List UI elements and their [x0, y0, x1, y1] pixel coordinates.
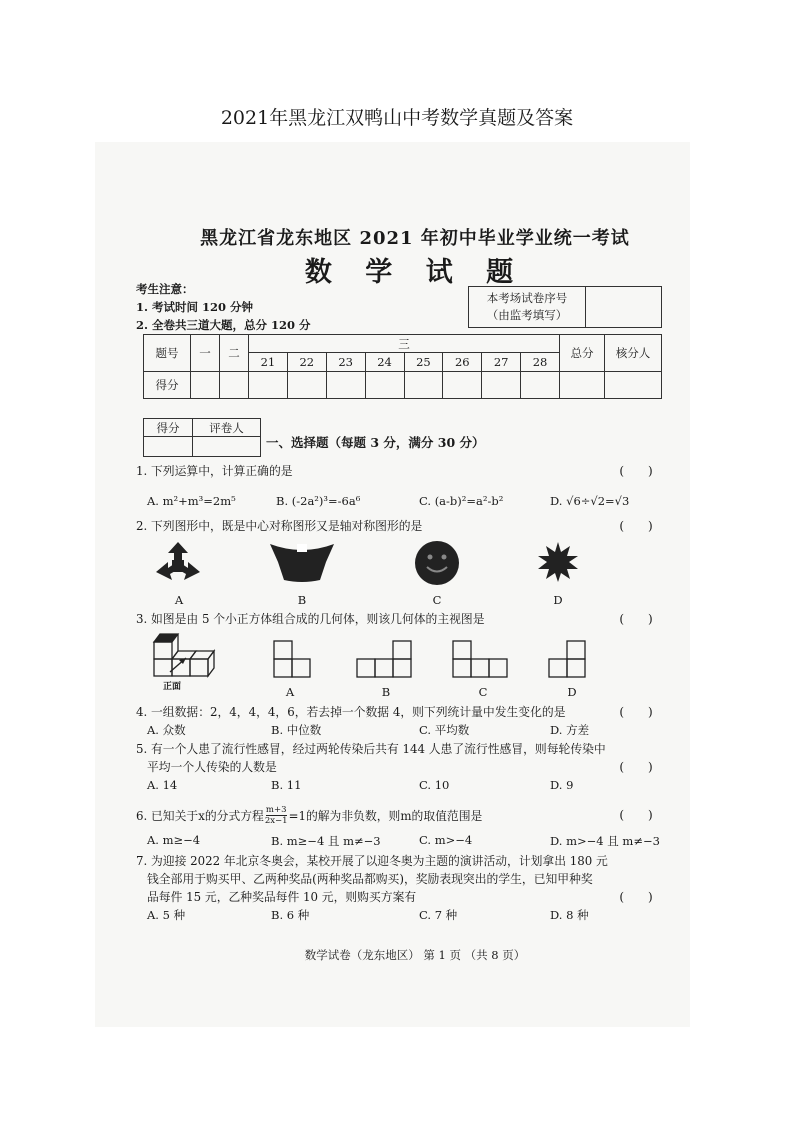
q6-numerator: m+3 [265, 805, 287, 815]
q1-stem: 1. 下列运算中，计算正确的是 [136, 464, 293, 478]
header-section-1: 一 [191, 335, 220, 372]
q1-option-a: A. m²+m³=2m⁵ [147, 494, 236, 508]
seq-box-label [469, 287, 586, 328]
score-cell [605, 372, 662, 399]
q4-answer-blank: ( ) [619, 705, 653, 719]
section-heading: 一、选择题（每题 3 分，满分 30 分） [266, 435, 485, 450]
score-cell [365, 372, 404, 399]
q3-front-label: 正面 [163, 682, 182, 692]
score-table [143, 334, 662, 399]
score-cell [220, 372, 249, 399]
q7-answer-blank: ( ) [619, 890, 653, 904]
q6-fraction [265, 805, 288, 826]
q2-label-c: C [432, 593, 442, 607]
header-q25: 25 [404, 353, 443, 372]
grade-box-cell [144, 437, 193, 457]
q4-stem: 4. 一组数据：2，4，4，4，6，若去掉一个数据 4，则下列统计量中发生变化的是 [136, 705, 566, 719]
header-q22: 22 [287, 353, 326, 372]
row-score-label: 得分 [144, 372, 191, 399]
q7-stem-line-2: 钱全部用于购买甲、乙两种奖品(两种奖品都购买)，奖励表现突出的学生，已知甲种奖 [147, 872, 593, 886]
q3-answer-blank: ( ) [619, 612, 653, 626]
q2-label-b: B [297, 593, 307, 607]
header-question-no: 题号 [144, 335, 191, 372]
seq-box-blank [586, 287, 662, 328]
q1-option-c: C. (a-b)²=a²-b² [419, 494, 504, 508]
q3-front-arrow-icon [168, 654, 190, 674]
q3-view-c [452, 640, 510, 680]
score-cell [249, 372, 288, 399]
q6-option-a: A. m≥−4 [147, 833, 201, 847]
score-cell [287, 372, 326, 399]
header-q26: 26 [443, 353, 482, 372]
notice-line-2: 2. 全卷共三道大题，总分 120 分 [136, 318, 311, 332]
q2-stem: 2. 下列图形中，既是中心对称图形又是轴对称图形的是 [136, 519, 423, 533]
q1-option-b: B. (-2a²)³=-6a⁶ [276, 494, 361, 508]
q2-label-a: A [174, 593, 184, 607]
q3-label-c: C [478, 685, 488, 699]
q3-view-a [273, 640, 313, 680]
score-cell [326, 372, 365, 399]
notice-line-1: 1. 考试时间 120 分钟 [136, 300, 254, 314]
q3-stem: 3. 如图是由 5 个小正方体组合成的几何体，则该几何体的主视图是 [136, 612, 485, 626]
q3-view-d [548, 640, 588, 680]
header-q21: 21 [249, 353, 288, 372]
q2-answer-blank: ( ) [619, 519, 653, 533]
score-cell [191, 372, 220, 399]
q5-option-c: C. 10 [419, 778, 450, 792]
q4-option-d: D. 方差 [550, 723, 590, 737]
score-cell [443, 372, 482, 399]
seq-box-line-2: （由监考填写） [486, 308, 568, 322]
q6-denominator: 2x−1 [264, 816, 288, 826]
score-cell [482, 372, 521, 399]
grade-box-cell [193, 437, 261, 457]
q7-option-b: B. 6 种 [271, 908, 310, 922]
header-q24: 24 [365, 353, 404, 372]
q6-answer-blank: ( ) [619, 808, 653, 822]
q1-answer-blank: ( ) [619, 464, 653, 478]
q2-figure-c-smiley [413, 540, 461, 586]
q4-option-b: B. 中位数 [271, 723, 322, 737]
exam-title: 黑龙江省龙东地区 2021 年初中毕业学业统一考试 [200, 228, 630, 249]
q7-stem-line-3: 品每件 15 元，乙种奖品每件 10 元，则购买方案有 [147, 890, 417, 904]
q6-option-b: B. m≥−4 且 m≠−3 [271, 834, 381, 848]
header-checker: 核分人 [605, 335, 662, 372]
q4-option-a: A. 众数 [147, 723, 186, 737]
q4-option-c: C. 平均数 [419, 723, 470, 737]
q3-label-a: A [285, 685, 295, 699]
q7-option-a: A. 5 种 [147, 908, 186, 922]
q3-solid-figure [152, 632, 228, 680]
q5-option-a: A. 14 [147, 778, 178, 792]
q2-figure-d-star [538, 542, 578, 582]
q2-figure-a-arrows [150, 542, 206, 584]
q5-stem-line-2: 平均一个人传染的人数是 [147, 760, 277, 774]
grade-box-grader: 评卷人 [193, 419, 261, 437]
q5-option-b: B. 11 [271, 778, 302, 792]
q2-figure-b-banner [270, 540, 334, 584]
seq-box-line-1: 本考场试卷序号 [486, 291, 568, 305]
grade-box [143, 418, 261, 457]
page-footer: 数学试卷（龙东地区） 第 1 页 （共 8 页） [304, 948, 526, 962]
q1-option-d: D. √6÷√2=√3 [550, 494, 630, 508]
header-section-2: 二 [220, 335, 249, 372]
q3-label-b: B [381, 685, 391, 699]
q5-option-d: D. 9 [550, 778, 574, 792]
header-q27: 27 [482, 353, 521, 372]
q7-stem-line-1: 7. 为迎接 2022 年北京冬奥会，某校开展了以迎冬奥为主题的演讲活动，计划拿出 180 元 [136, 854, 608, 868]
header-q28: 28 [521, 353, 560, 372]
document-title: 2021年黑龙江双鸭山中考数学真题及答案 [220, 107, 574, 129]
q3-view-b [356, 640, 414, 680]
q6-option-d: D. m>−4 且 m≠−3 [550, 834, 660, 848]
q7-option-d: D. 8 种 [550, 908, 589, 922]
score-cell [560, 372, 605, 399]
q5-answer-blank: ( ) [619, 760, 653, 774]
q7-option-c: C. 7 种 [419, 908, 458, 922]
notice-heading: 考生注意： [136, 282, 194, 296]
q6-stem-post: =1的解为非负数，则m的取值范围是 [288, 808, 483, 823]
q6-option-c: C. m>−4 [419, 833, 473, 847]
header-total: 总分 [560, 335, 605, 372]
header-q23: 23 [326, 353, 365, 372]
q5-stem-line-1: 5. 有一个人患了流行性感冒，经过两轮传染后共有 144 人患了流行性感冒，则每轮传染中 [136, 742, 606, 756]
seq-box [468, 286, 662, 328]
header-section-3: 三 [249, 335, 560, 353]
q6-stem [136, 805, 482, 826]
score-cell [404, 372, 443, 399]
q2-label-d: D [553, 593, 563, 607]
grade-box-score: 得分 [144, 419, 193, 437]
score-cell [521, 372, 560, 399]
q3-label-d: D [567, 685, 577, 699]
subject-title: 数 学 试 题 [304, 257, 526, 288]
q6-stem-pre: 6. 已知关于x的分式方程 [136, 808, 264, 823]
